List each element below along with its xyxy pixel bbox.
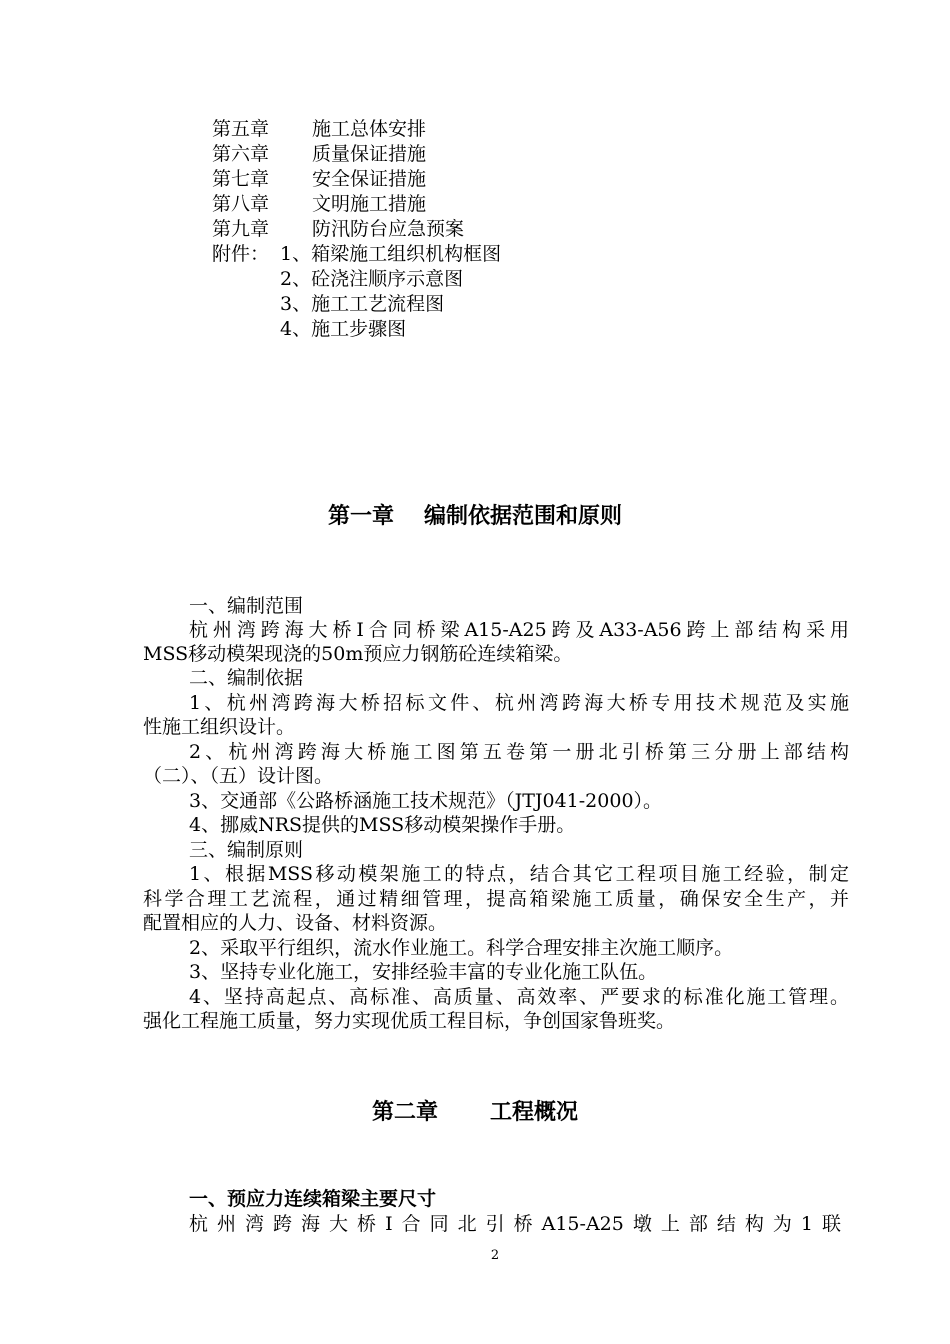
toc-chapter-title: 防汛防台应急预案 — [312, 218, 465, 240]
paragraph-line: 2、杭州湾跨海大桥施工图第五卷第一册北引桥第三分册上部结构 — [189, 741, 849, 763]
subsection-heading: 一、预应力连续箱梁主要尺寸 — [189, 1188, 437, 1210]
paragraph-line: 1、根据MSS移动模架施工的特点，结合其它工程项目施工经验，制定 — [189, 863, 849, 885]
paragraph-line: 3、交通部《公路桥涵施工技术规范》（JTJ041-2000）。 — [189, 790, 663, 812]
section-heading: 三、编制原则 — [189, 839, 304, 861]
toc-attachment-item: 2、砼浇注顺序示意图 — [280, 268, 464, 290]
paragraph-line: 4、坚持高起点、高标准、高质量、高效率、严要求的标准化施工管理。 — [189, 986, 849, 1008]
section-heading: 一、编制范围 — [189, 595, 304, 617]
paragraph-line: 3、坚持专业化施工，安排经验丰富的专业化施工队伍。 — [189, 961, 658, 983]
toc-chapter-title: 安全保证措施 — [312, 168, 427, 190]
paragraph-line: （二）、（五）设计图。 — [143, 765, 334, 787]
toc-attachment-item: 1、箱梁施工组织机构框图 — [280, 243, 502, 265]
toc-chapter-number: 第九章 — [212, 218, 270, 240]
toc-chapter-number: 第八章 — [212, 193, 270, 215]
toc-chapter-number: 第六章 — [212, 143, 270, 165]
section-heading: 二、编制依据 — [189, 667, 304, 689]
paragraph-line: 科学合理工艺流程，通过精细管理，提高箱梁施工质量，确保安全生产，并 — [143, 888, 849, 910]
chapter-1-number: 第一章 — [327, 504, 394, 529]
chapter-1-heading — [0, 502, 950, 532]
paragraph-line: MSS移动模架现浇的50m预应力钢筋砼连续箱梁。 — [143, 643, 573, 665]
toc-chapter-title: 质量保证措施 — [312, 143, 427, 165]
paragraph-line: 杭州湾跨海大桥Ⅰ合同北引桥A15-A25墩上部结构为1联 — [189, 1213, 841, 1235]
toc-chapter-number: 第五章 — [212, 118, 270, 140]
paragraph-line: 强化工程施工质量，努力实现优质工程目标，争创国家鲁班奖。 — [143, 1010, 676, 1032]
toc-attachment-item: 3、施工工艺流程图 — [280, 293, 445, 315]
toc-chapter-title: 施工总体安排 — [312, 118, 427, 140]
page-number: 2 — [490, 1248, 500, 1263]
toc-chapter-title: 文明施工措施 — [312, 193, 427, 215]
chapter-2-number: 第二章 — [371, 1100, 438, 1125]
paragraph-line: 配置相应的人力、设备、材料资源。 — [143, 912, 448, 934]
chapter-2-title: 工程概况 — [490, 1100, 579, 1125]
paragraph-line: 2、采取平行组织，流水作业施工。科学合理安排主次施工顺序。 — [189, 937, 734, 959]
paragraph-line: 性施工组织设计。 — [143, 716, 296, 738]
paragraph-line: 杭州湾跨海大桥Ⅰ合同桥梁A15-A25跨及A33-A56跨上部结构采用 — [189, 619, 849, 641]
chapter-1-title: 编制依据范围和原则 — [424, 504, 623, 529]
paragraph-line: 4、挪威NRS提供的MSS移动模架操作手册。 — [189, 814, 576, 836]
toc-attachment-label: 附件： — [212, 243, 270, 265]
toc-chapter-number: 第七章 — [212, 168, 270, 190]
chapter-2-heading — [0, 1098, 950, 1128]
paragraph-line: 1、杭州湾跨海大桥招标文件、杭州湾跨海大桥专用技术规范及实施 — [189, 692, 849, 714]
toc-attachment-item: 4、施工步骤图 — [280, 318, 407, 340]
